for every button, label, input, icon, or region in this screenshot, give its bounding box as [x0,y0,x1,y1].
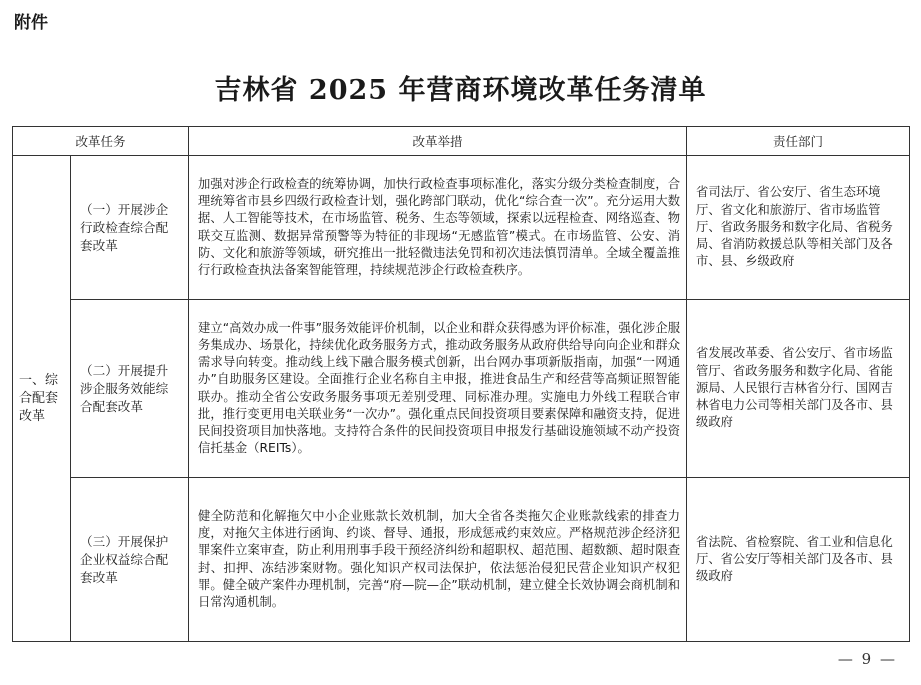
column-header-departments: 责任部门 [687,127,910,156]
task-cell: （二）开展提升涉企服务效能综合配套改革 [71,300,189,478]
attachment-label: 附件 [14,13,48,33]
table-row [13,478,910,642]
task-cell: （三）开展保护企业权益综合配套改革 [71,478,189,642]
departments-cell: 省发展改革委、省公安厅、省市场监管厅、省政务服务和数字化局、省能源局、人民银行吉林省分行、国网吉林省电力公司等相关部门及各市、县级政府 [687,300,910,478]
table-row [13,156,910,300]
measures-cell: 加强对涉企行政检查的统筹协调，加快行政检查事项标准化，落实分级分类检查制度，合理统筹省市县乡四级行政检查计划，强化跨部门联动，优化“综合查一次”。充分运用大数据、人工智能等技术，在市场监管、税务、生态等领域，探索以远程检查、网络巡查、物联交互监测、数据异常预警等为特征的非现场“无感监管”模式。在市场监管、公安、消防、文化和旅游等领域，研究推出一批轻微违法免罚和初次违法慎罚清单。全域全覆盖推行行政检查执法备案智能管理，持续规范涉企行政检查秩序。 [189,156,687,300]
column-header-measures: 改革举措 [189,127,687,156]
column-header-task: 改革任务 [13,127,189,156]
departments-cell: 省法院、省检察院、省工业和信息化厅、省公安厅等相关部门及各市、县级政府 [687,478,910,642]
category-cell: 一、综合配套改革 [13,156,71,642]
table-header-row [13,127,910,156]
table-row [13,300,910,478]
departments-cell: 省司法厅、省公安厅、省生态环境厅、省文化和旅游厅、省市场监管厅、省政务服务和数字化局、省税务局、省消防救援总队等相关部门及各市、县、乡级政府 [687,156,910,300]
task-cell: （一）开展涉企行政检查综合配套改革 [71,156,189,300]
measures-cell: 健全防范和化解拖欠中小企业账款长效机制，加大全省各类拖欠企业账款线索的排查力度，对拖欠主体进行函询、约谈、督导、通报，形成惩戒约束效应。严格规范涉企经济犯罪案件立案审查，防止利用刑事手段干预经济纠纷和超职权、超范围、超数额、超时限查封、扣押、冻结涉案财物。强化知识产权司法保护，依法惩治侵犯民营企业知识产权犯罪。健全破产案件办理机制，完善“府—院—企”联动机制，建立健全长效协调会商机制和日常沟通机制。 [189,478,687,642]
reform-task-table [12,126,910,642]
measures-cell: 建立“高效办成一件事”服务效能评价机制，以企业和群众获得感为评价标准，强化涉企服务集成办、场景化，持续优化政务服务方式，推动政务服务从政府供给导向向企业和群众需求导向转变。推动线上线下融合服务模式创新，出台网办事项新版指南，加强“一网通办”自助服务区建设。全面推行企业名称自主申报，推进食品生产和经营等高频证照智能联办。推动全省公安政务服务事项无差别受理、同标准办理。实施电力外线工程联合审批，推行变更用电关联业务“一次办”。强化重点民间投资项目要素保障和融资支持，促进民间投资项目加快落地。支持符合条件的民间投资项目申报发行基础设施领域不动产投资信托基金（REITs）。 [189,300,687,478]
page-number: — 9 — [837,650,897,668]
document-title: 吉林省 2025 年营商环境改革任务清单 [214,75,707,106]
